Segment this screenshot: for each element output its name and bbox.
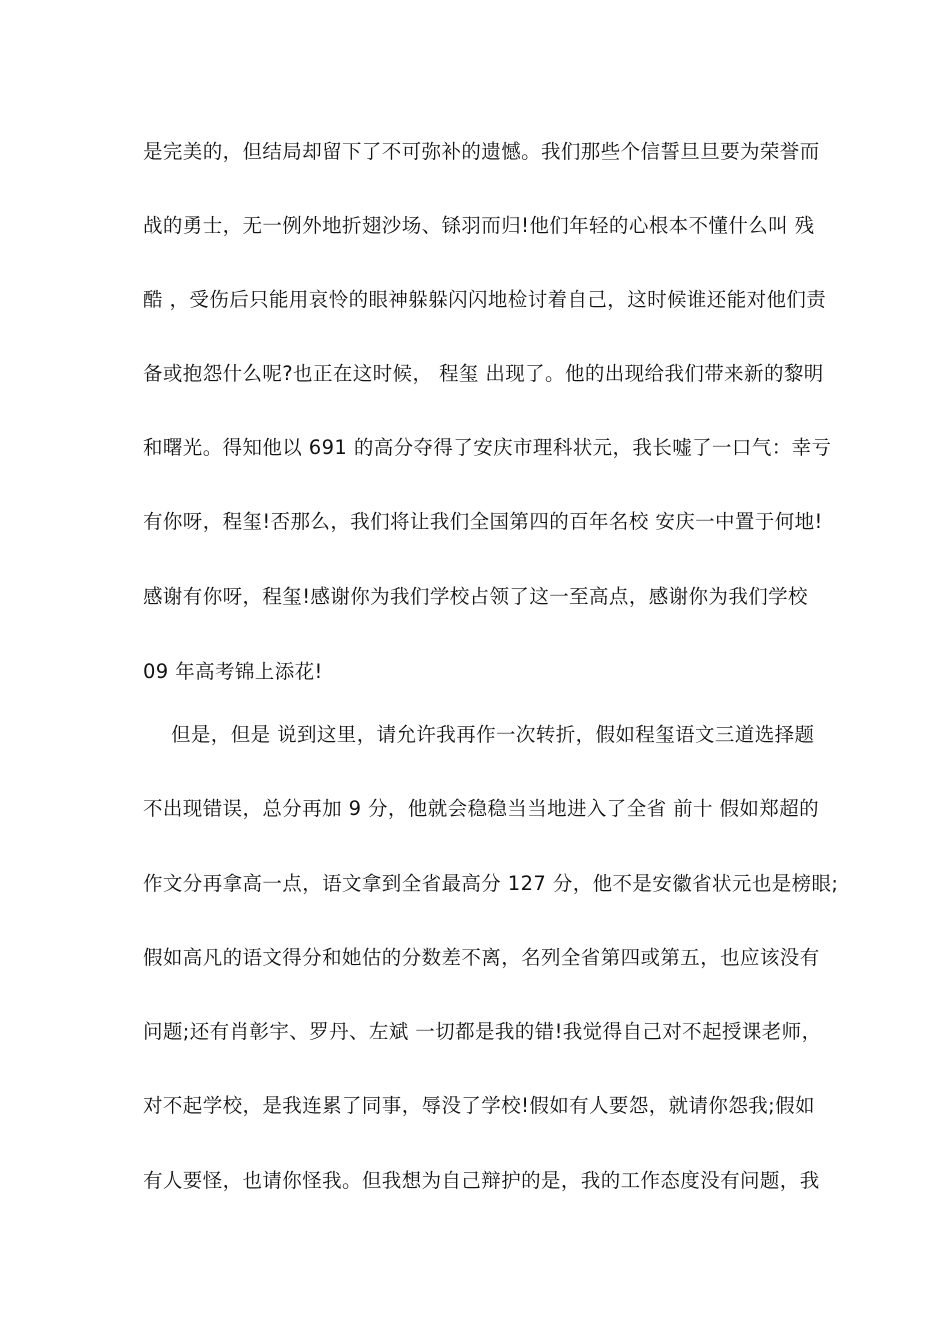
text-line: 感谢有你呀，程玺!感谢你为我们学校占领了这一至高点，感谢你为我们学校: [143, 585, 808, 608]
text-line: 09 年高考锦上添花!: [143, 660, 323, 683]
text-line: 作文分再拿高一点，语文拿到全省最高分 127 分，他不是安徽省状元也是榜眼;: [143, 872, 839, 895]
text-line: 酷 ，受伤后只能用哀怜的眼神躲躲闪闪地检讨着自己，这时候谁还能对他们责: [143, 288, 827, 311]
text-line: 对不起学校，是我连累了同事，辱没了学校!假如有人要怨，就请你怨我;假如: [143, 1094, 815, 1117]
text-line: 有你呀，程玺!否那么，我们将让我们全国第四的百年名校 安庆一中置于何地!: [143, 510, 823, 533]
text-line: 和曙光。得知他以 691 的高分夺得了安庆市理科状元，我长嘘了一口气：幸亏: [143, 436, 832, 459]
text-line: 是完美的，但结局却留下了不可弥补的遗憾。我们那些个信誓旦旦要为荣誉而: [143, 140, 820, 163]
text-line: 假如高凡的语文得分和她估的分数差不离，名列全省第四或第五，也应该没有: [143, 946, 820, 969]
text-line: 问题;还有肖彰宇、罗丹、左斌 一切都是我的错!我觉得自己对不起授课老师，: [143, 1020, 822, 1043]
text-line: 不出现错误，总分再加 9 分，他就会稳稳当当地进入了全省 前十 假如郑超的: [143, 797, 820, 820]
text-line: 有人要怪，也请你怪我。但我想为自己辩护的是，我的工作态度没有问题，我: [143, 1169, 820, 1192]
text-line: 备或抱怨什么呢?也正在这时候， 程玺 出现了。他的出现给我们带来新的黎明: [143, 362, 824, 385]
text-line: 战的勇士，无一例外地折翅沙场、铩羽而归!他们年轻的心根本不懂什么叫 残: [143, 214, 815, 237]
paragraph-first-line: 但是，但是 说到这里，请允许我再作一次转折，假如程玺语文三道选择题: [171, 723, 815, 746]
